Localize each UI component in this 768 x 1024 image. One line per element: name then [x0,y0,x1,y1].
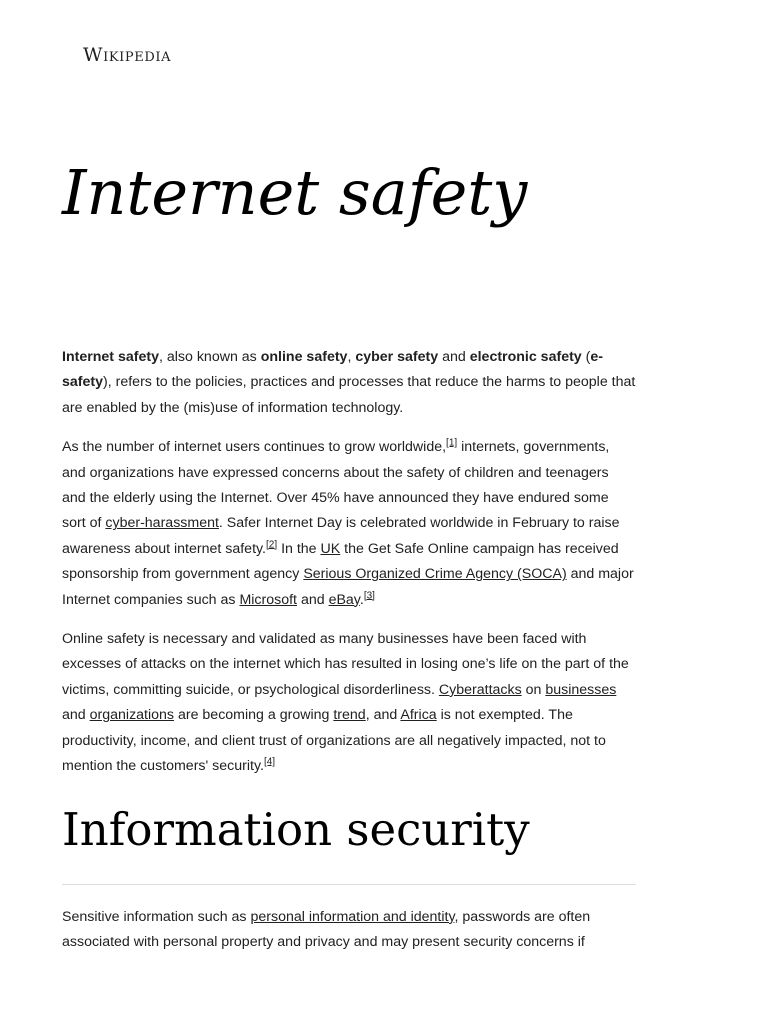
article-content [62,345,636,969]
term-internet-safety: Internet safety [62,349,159,365]
link-africa[interactable]: Africa [400,707,437,724]
link-trend[interactable]: trend [333,707,366,724]
reference-link-2[interactable]: [2] [266,539,278,551]
text: . Safer Internet Day is celebrated worldwide in February to raise awareness about internet safety. [62,515,620,557]
intro-paragraph [62,345,636,421]
text: internets, governments, and organizations have expressed concerns about the safety of children and teenagers and the elderly using the Internet. Over 45% have announced they have endured some sort of [62,439,610,532]
text: , and [365,707,401,724]
link-organizations[interactable]: organizations [89,707,175,724]
link-uk[interactable]: UK [320,540,341,557]
text: is not exempted. The productivity, income, and client trust of organizations are all negatively impacted, not to mention the customers' security. [62,707,606,775]
text: , also known as [158,349,261,365]
link-cyberattacks[interactable]: Cyberattacks [438,681,522,698]
reference-link-4[interactable]: [4] [263,756,276,768]
text: As the number of internet users continues to grow worldwide, [62,439,447,456]
text: and [438,349,470,365]
text: on [521,681,546,698]
term-electronic-safety: electronic safety [469,349,582,365]
link-personal-information[interactable]: personal information and identity [250,908,455,925]
text: Sensitive information such as [62,908,251,925]
page-title: Internet safety [62,156,528,229]
text: and [62,707,90,724]
section-heading-information-security[interactable]: Information security [62,800,636,885]
wikipedia-wordmark[interactable]: Wikipedia [83,44,172,66]
paragraph-3 [62,627,636,779]
text: In the [277,540,321,557]
text: . [359,591,364,608]
text: ), refers to the policies, practices and processes that reduce the harms to people that are enabled by the (mis)use of information technology. [62,374,636,416]
link-ebay[interactable]: eBay [328,591,360,608]
link-soca[interactable]: Serious Organized Crime Agency (SOCA) [303,566,567,583]
paragraph-2 [62,435,636,613]
reference-link-1[interactable]: [1] [446,437,458,449]
text: , passwords are often associated with personal property and privacy and may present security concerns if [62,908,591,950]
term-cyber-safety: cyber safety [355,349,439,365]
text: , [347,349,356,365]
reference-link-3[interactable]: [3] [363,589,375,601]
text: ( [581,349,591,365]
term-online-safety: online safety [260,349,348,365]
text: Online safety is necessary and validated as many businesses have been faced with excesses of attacks on the internet which has resulted in losing one’s life on the part of the victims, committing suicide, or psychological disorderliness. [62,631,629,698]
section-paragraph-1 [62,905,636,956]
link-cyber-harassment[interactable]: cyber-harassment [105,515,219,532]
text: and major Internet companies such as [62,566,634,608]
text: the Get Safe Online campaign has received sponsorship from government agency [62,540,619,583]
link-businesses[interactable]: businesses [545,681,617,698]
term-e-safety: e-safety [62,349,603,391]
text: and [297,591,329,608]
text: are becoming a growing [174,707,334,724]
link-microsoft[interactable]: Microsoft [239,591,297,608]
section-body-information-security [62,905,636,956]
